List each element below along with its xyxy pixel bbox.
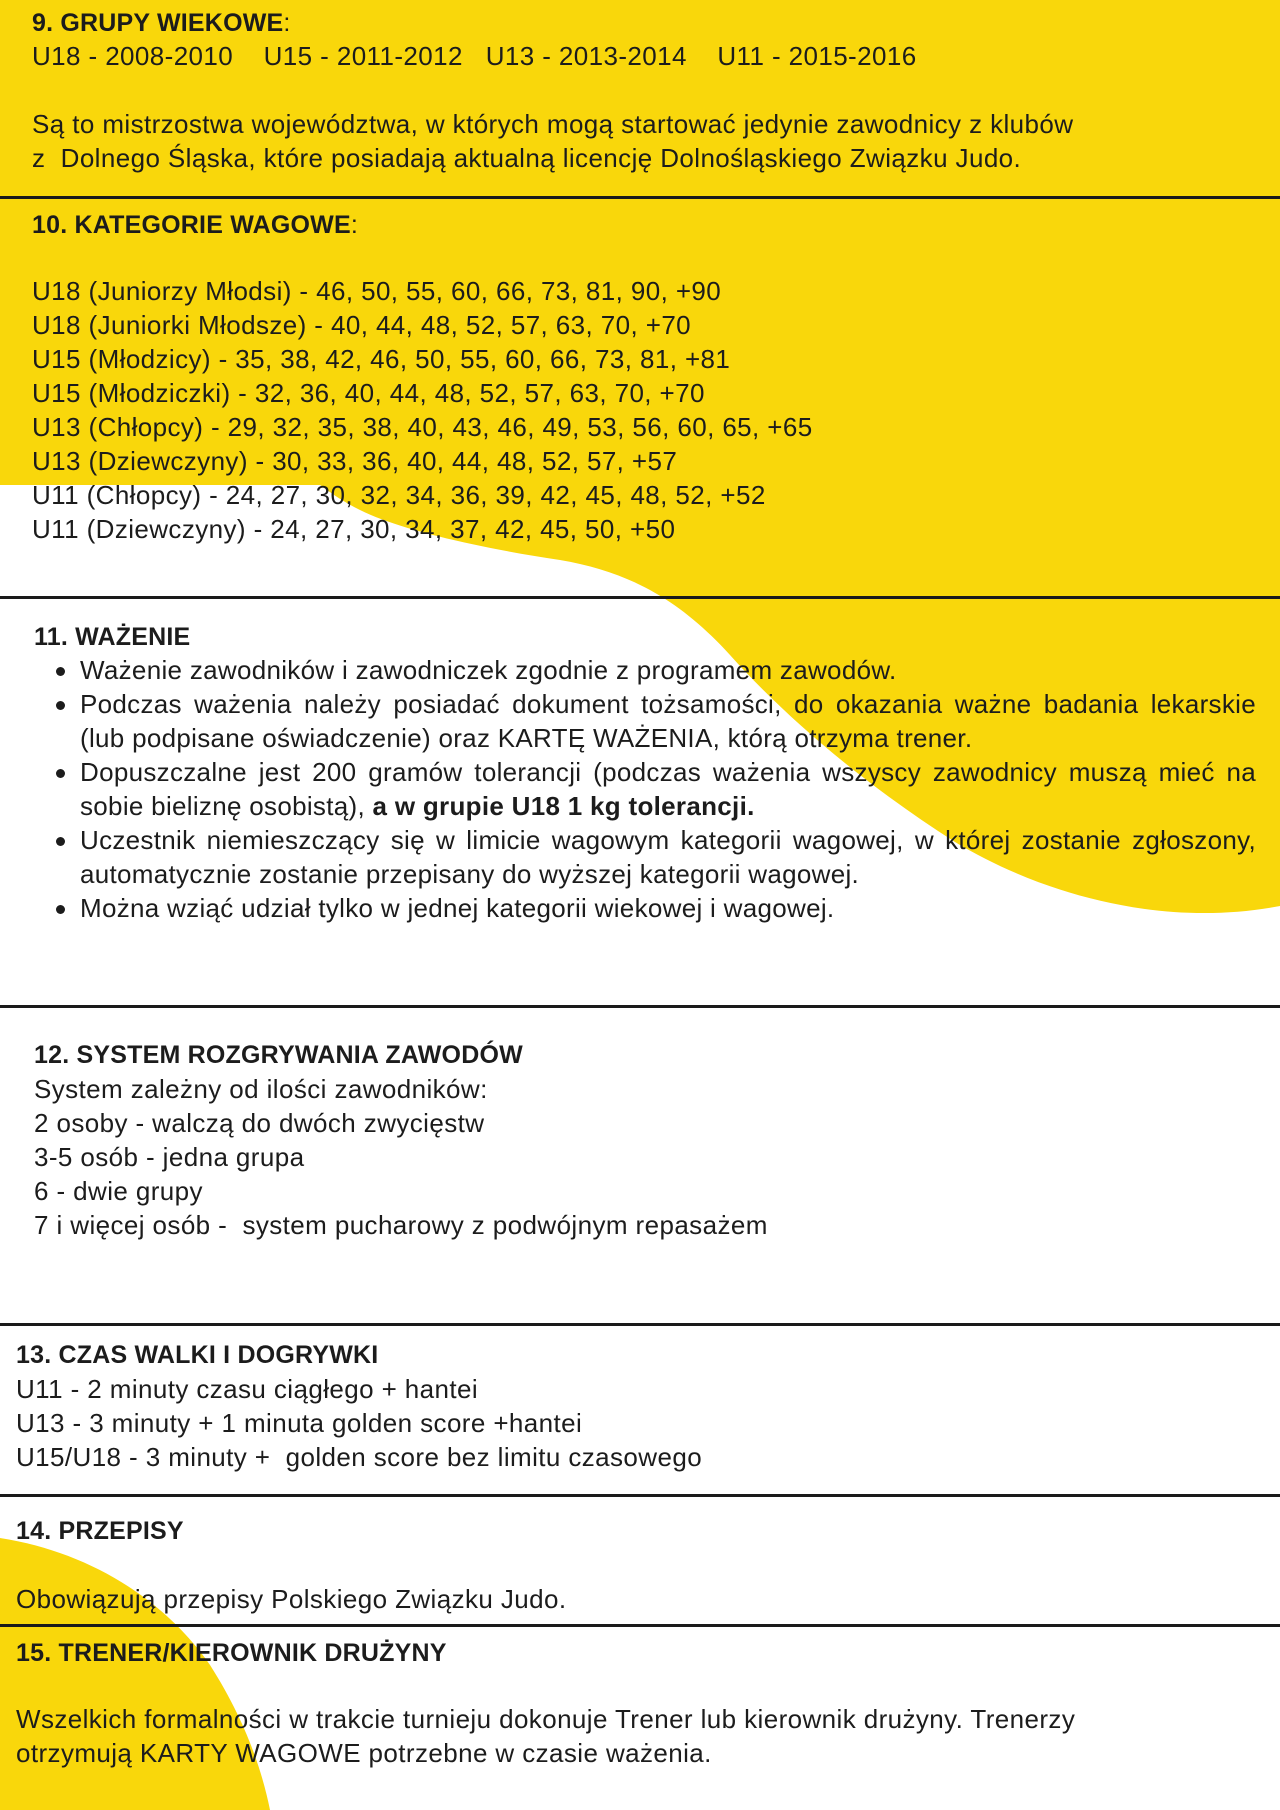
time-line: U13 - 3 minuty + 1 minuta golden score +hantei — [16, 1408, 583, 1438]
category-line: U11 (Dziewczyny) - 24, 27, 30, 34, 37, 42, 45, 50, +50 — [32, 514, 676, 544]
time-line: U15/U18 - 3 minuty + golden score bez limitu czasowego — [16, 1442, 703, 1472]
category-line: U13 (Dziewczyny) - 30, 33, 36, 40, 44, 48, 52, 57, +57 — [32, 446, 678, 476]
category-line: U18 (Juniorki Młodsze) - 40, 44, 48, 52, 57, 63, 70, +70 — [32, 310, 692, 340]
note-line-1: Są to mistrzostwa województwa, w których mogą startować jedynie zawodnicy z klubów — [32, 109, 1074, 139]
category-line: U13 (Chłopcy) - 29, 32, 35, 38, 40, 43, 46, 49, 53, 56, 60, 65, +65 — [32, 412, 813, 442]
section-heading: 10. KATEGORIE WAGOWE: — [32, 211, 358, 239]
category-line: U18 (Juniorzy Młodsi) - 46, 50, 55, 60, 66, 73, 81, 90, +90 — [32, 276, 722, 306]
list-item: Ważenie zawodników i zawodniczek zgodnie z programem zawodów. — [56, 653, 1256, 687]
section-heading: 12. SYSTEM ROZGRYWANIA ZAWODÓW — [34, 1041, 523, 1069]
section-divider — [0, 1005, 1280, 1008]
system-line: 2 osoby - walczą do dwóch zwycięstw — [34, 1108, 485, 1138]
coach-line-1: Wszelkich formalności w trakcie turnieju dokonuje Trener lub kierownik drużyny. Trenerzy — [16, 1704, 1076, 1734]
system-line: 3-5 osób - jedna grupa — [34, 1142, 305, 1172]
system-line: 7 i więcej osób - system pucharowy z podwójnym repasażem — [34, 1210, 768, 1240]
coach-line-2: otrzymują KARTY WAGOWE potrzebne w czasie ważenia. — [16, 1738, 712, 1768]
section-divider — [0, 596, 1280, 599]
section-divider — [0, 1624, 1280, 1627]
section-heading: 11. WAŻENIE — [34, 623, 191, 651]
category-line: U15 (Młodziczki) - 32, 36, 40, 44, 48, 52, 57, 63, 70, +70 — [32, 378, 705, 408]
section-divider — [0, 196, 1280, 199]
list-item: Dopuszczalne jest 200 gramów tolerancji (podczas ważenia wszyscy zawodnicy muszą mieć na sobie bieliznę osobistą), a w grupie U18 1 kg tolerancji. — [56, 755, 1256, 823]
weigh-in-rules-list — [56, 653, 1256, 925]
section-heading: 13. CZAS WALKI I DOGRYWKI — [16, 1341, 379, 1369]
section-divider — [0, 1494, 1280, 1497]
list-item: Uczestnik niemieszczący się w limicie wagowym kategorii wagowej, w której zostanie zgłoszony, automatycznie zostanie przepisany do wyższej kategorii wagowej. — [56, 823, 1256, 891]
list-item: Podczas ważenia należy posiadać dokument tożsamości, do okazania ważne badania lekarskie (lub podpisane oświadczenie) oraz KARTĘ WAŻENIA, którą otrzyma trener. — [56, 687, 1256, 755]
list-item: Można wziąć udział tylko w jednej kategorii wiekowej i wagowej. — [56, 891, 1256, 925]
age-groups-line: U18 - 2008-2010 U15 - 2011-2012 U13 - 2013-2014 U11 - 2015-2016 — [32, 41, 917, 71]
note-line-2: z Dolnego Śląska, które posiadają aktualną licencję Dolnośląskiego Związku Judo. — [32, 143, 1022, 173]
category-line: U11 (Chłopcy) - 24, 27, 30, 32, 34, 36, 39, 42, 45, 48, 52, +52 — [32, 480, 766, 510]
section-divider — [0, 1323, 1280, 1326]
category-line: U15 (Młodzicy) - 35, 38, 42, 46, 50, 55, 60, 66, 73, 81, +81 — [32, 344, 731, 374]
system-line: System zależny od ilości zawodników: — [34, 1074, 488, 1104]
section-heading: 15. TRENER/KIEROWNIK DRUŻYNY — [16, 1639, 447, 1667]
bold-note: a w grupie U18 1 kg tolerancji. — [372, 791, 755, 821]
time-line: U11 - 2 minuty czasu ciągłego + hantei — [16, 1374, 479, 1404]
section-heading: 9. GRUPY WIEKOWE: — [32, 9, 291, 37]
system-line: 6 - dwie grupy — [34, 1176, 203, 1206]
rules-text: Obowiązują przepisy Polskiego Związku Judo. — [16, 1584, 567, 1614]
section-heading: 14. PRZEPISY — [16, 1517, 184, 1545]
